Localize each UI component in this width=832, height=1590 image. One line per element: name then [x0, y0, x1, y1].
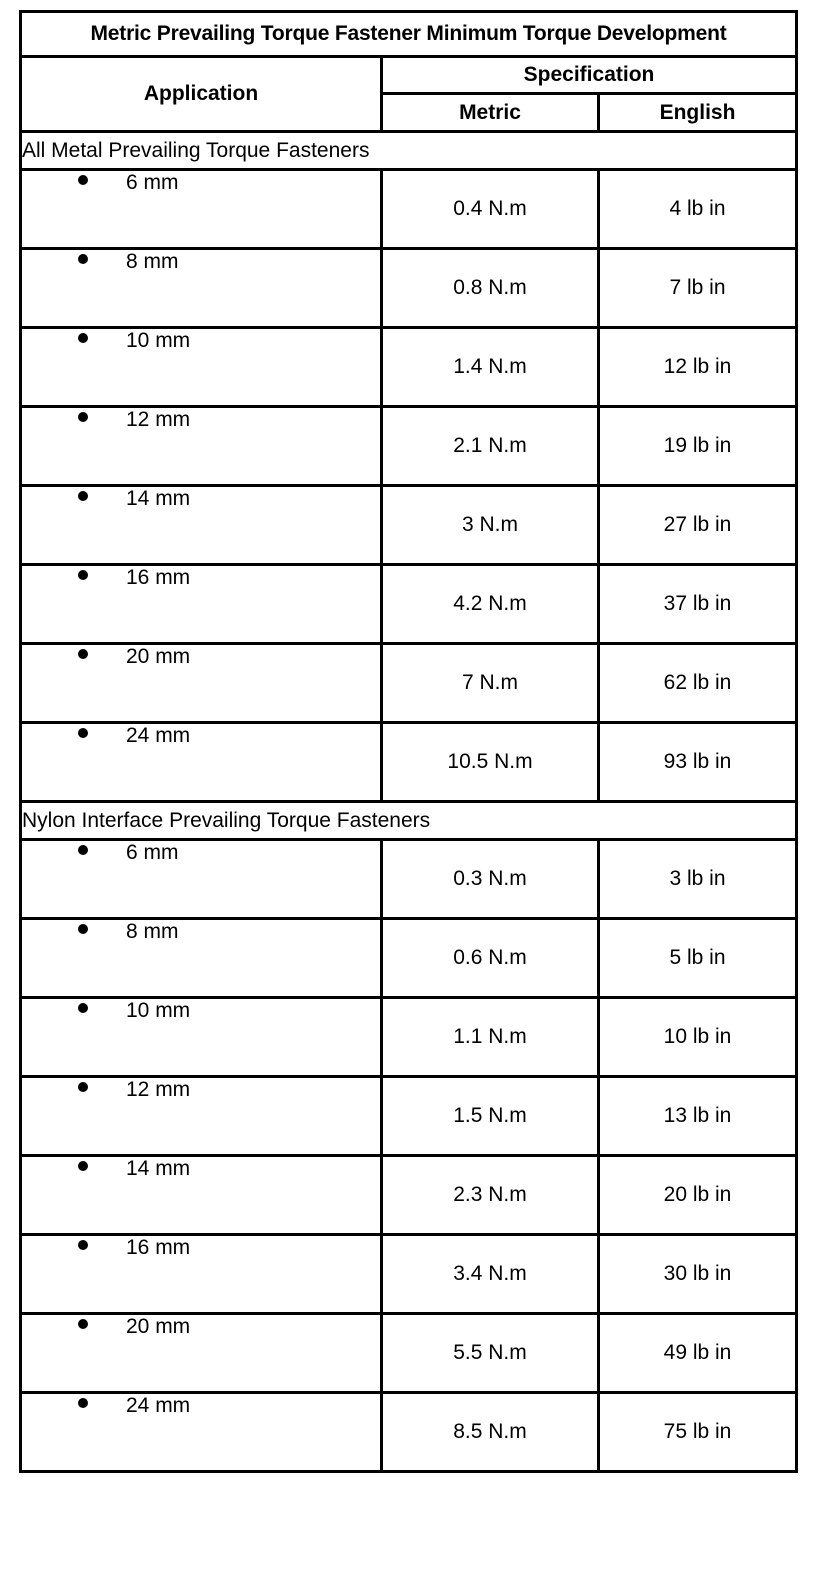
fastener-size: 12 mm	[126, 1078, 191, 1101]
fastener-size: 10 mm	[126, 329, 191, 352]
fastener-size: 6 mm	[126, 171, 179, 194]
english-header: English	[599, 94, 797, 132]
fastener-size: 20 mm	[126, 1315, 191, 1338]
fastener-size: 8 mm	[126, 250, 179, 273]
section-row	[21, 132, 797, 170]
application-cell	[21, 998, 382, 1077]
bullet-icon	[78, 845, 88, 855]
application-cell	[21, 1235, 382, 1314]
metric-value: 3 N.m	[382, 486, 599, 565]
application-cell	[21, 644, 382, 723]
bullet-icon	[78, 1082, 88, 1092]
english-value: 62 lb in	[599, 644, 797, 723]
table-row	[21, 644, 797, 723]
english-value: 3 lb in	[599, 840, 797, 919]
english-value: 10 lb in	[599, 998, 797, 1077]
fastener-size: 16 mm	[126, 566, 191, 589]
bullet-icon	[78, 649, 88, 659]
bullet-icon	[78, 1161, 88, 1171]
header-row-1	[21, 57, 797, 94]
fastener-size: 14 mm	[126, 1157, 191, 1180]
metric-value: 0.3 N.m	[382, 840, 599, 919]
metric-value: 8.5 N.m	[382, 1393, 599, 1472]
metric-value: 7 N.m	[382, 644, 599, 723]
table-row	[21, 919, 797, 998]
english-value: 20 lb in	[599, 1156, 797, 1235]
metric-value: 0.4 N.m	[382, 170, 599, 249]
english-value: 5 lb in	[599, 919, 797, 998]
bullet-icon	[78, 1398, 88, 1408]
application-cell	[21, 1077, 382, 1156]
english-value: 93 lb in	[599, 723, 797, 802]
table-title: Metric Prevailing Torque Fastener Minimum Torque Development	[21, 12, 797, 57]
metric-value: 3.4 N.m	[382, 1235, 599, 1314]
bullet-icon	[78, 1240, 88, 1250]
table-row	[21, 1156, 797, 1235]
metric-value: 5.5 N.m	[382, 1314, 599, 1393]
table-row	[21, 486, 797, 565]
english-value: 13 lb in	[599, 1077, 797, 1156]
table-row	[21, 998, 797, 1077]
table-title-row	[21, 12, 797, 57]
table-body	[21, 132, 797, 1472]
table-row	[21, 328, 797, 407]
metric-value: 4.2 N.m	[382, 565, 599, 644]
metric-value: 0.8 N.m	[382, 249, 599, 328]
metric-value: 1.4 N.m	[382, 328, 599, 407]
bullet-icon	[78, 254, 88, 264]
metric-value: 1.1 N.m	[382, 998, 599, 1077]
english-value: 75 lb in	[599, 1393, 797, 1472]
metric-value: 2.3 N.m	[382, 1156, 599, 1235]
application-cell	[21, 170, 382, 249]
application-cell	[21, 1314, 382, 1393]
table-row	[21, 249, 797, 328]
bullet-icon	[78, 570, 88, 580]
table-row	[21, 840, 797, 919]
specification-header: Specification	[382, 57, 797, 94]
application-cell	[21, 328, 382, 407]
application-cell	[21, 919, 382, 998]
table-row	[21, 565, 797, 644]
english-value: 4 lb in	[599, 170, 797, 249]
fastener-size: 14 mm	[126, 487, 191, 510]
metric-value: 10.5 N.m	[382, 723, 599, 802]
fastener-size: 10 mm	[126, 999, 191, 1022]
metric-header: Metric	[382, 94, 599, 132]
bullet-icon	[78, 924, 88, 934]
application-cell	[21, 1393, 382, 1472]
fastener-size: 16 mm	[126, 1236, 191, 1259]
fastener-size: 24 mm	[126, 724, 191, 747]
bullet-icon	[78, 728, 88, 738]
table-row	[21, 1393, 797, 1472]
table-row	[21, 1077, 797, 1156]
application-cell	[21, 840, 382, 919]
application-cell	[21, 249, 382, 328]
fastener-size: 24 mm	[126, 1394, 191, 1417]
table-row	[21, 1235, 797, 1314]
bullet-icon	[78, 1003, 88, 1013]
application-cell	[21, 407, 382, 486]
torque-spec-table	[19, 10, 798, 1473]
bullet-icon	[78, 333, 88, 343]
fastener-size: 6 mm	[126, 841, 179, 864]
table-row	[21, 1314, 797, 1393]
metric-value: 1.5 N.m	[382, 1077, 599, 1156]
bullet-icon	[78, 491, 88, 501]
application-cell	[21, 486, 382, 565]
section-label: Nylon Interface Prevailing Torque Fasteners	[21, 802, 797, 840]
english-value: 12 lb in	[599, 328, 797, 407]
english-value: 19 lb in	[599, 407, 797, 486]
application-header: Application	[21, 57, 382, 132]
section-label: All Metal Prevailing Torque Fasteners	[21, 132, 797, 170]
fastener-size: 20 mm	[126, 645, 191, 668]
bullet-icon	[78, 175, 88, 185]
fastener-size: 8 mm	[126, 920, 179, 943]
english-value: 49 lb in	[599, 1314, 797, 1393]
english-value: 7 lb in	[599, 249, 797, 328]
metric-value: 0.6 N.m	[382, 919, 599, 998]
metric-value: 2.1 N.m	[382, 407, 599, 486]
application-cell	[21, 723, 382, 802]
table-row	[21, 170, 797, 249]
torque-spec-document	[19, 10, 795, 1473]
bullet-icon	[78, 1319, 88, 1329]
application-cell	[21, 565, 382, 644]
table-row	[21, 407, 797, 486]
application-cell	[21, 1156, 382, 1235]
table-row	[21, 723, 797, 802]
section-row	[21, 802, 797, 840]
english-value: 27 lb in	[599, 486, 797, 565]
english-value: 30 lb in	[599, 1235, 797, 1314]
bullet-icon	[78, 412, 88, 422]
english-value: 37 lb in	[599, 565, 797, 644]
fastener-size: 12 mm	[126, 408, 191, 431]
